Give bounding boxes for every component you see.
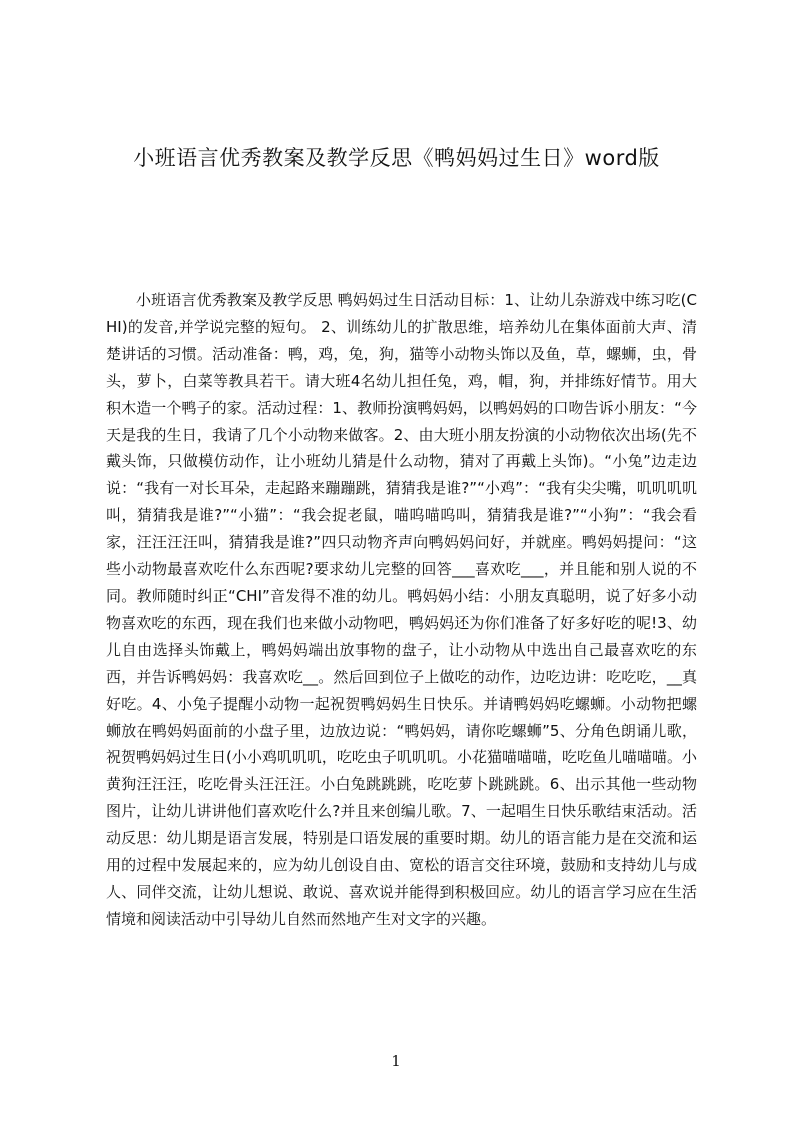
- page-number: 1: [391, 1052, 401, 1070]
- document-title: 小班语言优秀教案及教学反思《鸭妈妈过生日》word版: [133, 146, 660, 170]
- document-body-paragraph: 小班语言优秀教案及教学反思 鸭妈妈过生日活动目标：1、让幼儿杂游戏中练习吃(CHI)的发音,并学说完整的短句。 2、训练幼儿的扩散思维，培养幼儿在集体面前大声、清楚讲话的习惯。活动准备：鸭，鸡，兔，狗，猫等小动物头饰以及鱼，草，螺蛳，虫，骨头，萝卜，白菜等教具若干。请大班4名幼儿担任兔，鸡，帽，狗，并排练好情节。用大积木造一个鸭子的家。活动过程：1、教师扮演鸭妈妈，以鸭妈妈的口吻告诉小朋友：“今天是我的生日，我请了几个小动物来做客。2、由大班小朋友扮演的小动物依次出场(先不戴头饰，只做模仿动作，让小班幼儿猜是什么动物，猜对了再戴上头饰)。“小兔”边走边说：“我有一对长耳朵，走起路来蹦蹦跳，猜猜我是谁?”“小鸡”：“我有尖尖嘴，叽叽叽叽叫，猜猜我是谁?”“小猫”：“我会捉老鼠，喵呜喵呜叫，猜猜我是谁?”“小狗”：“我会看家，汪汪汪汪叫，猜猜我是谁?”四只动物齐声向鸭妈妈问好，并就座。鸭妈妈提问：“这些小动物最喜欢吃什么东西呢?要求幼儿完整的回答___喜欢吃___，并且能和别人说的不同。教师随时纠正“CHI”音发得不准的幼儿。鸭妈妈小结：小朋友真聪明，说了好多小动物喜欢吃的东西，现在我们也来做小动物吧，鸭妈妈还为你们准备了好多好吃的呢!3、幼儿自由选择头饰戴上，鸭妈妈端出放事物的盘子，让小动物从中选出自己最喜欢吃的东西，并告诉鸭妈妈：我喜欢吃__。然后回到位子上做吃的动作，边吃边讲：吃吃吃，__真好吃。4、小兔子提醒小动物一起祝贺鸭妈妈生日快乐。并请鸭妈妈吃螺蛳。小动物把螺蛳放在鸭妈妈面前的小盘子里，边放边说：“鸭妈妈，请你吃螺蛳”5、分角色朗诵儿歌，祝贺鸭妈妈过生日(小小鸡叽叽叽，吃吃虫子叽叽叽。小花猫喵喵喵，吃吃鱼儿喵喵喵。小黄狗汪汪汪，吃吃骨头汪汪汪。小白兔跳跳跳，吃吃萝卜跳跳跳。6、出示其他一些动物图片，让幼儿讲讲他们喜欢吃什么?并且来创编儿歌。7、一起唱生日快乐歌结束活动。活动反思：幼儿期是语言发展，特别是口语发展的重要时期。幼儿的语言能力是在交流和运用的过程中发展起来的，应为幼儿创设自由、宽松的语言交往环境，鼓励和支持幼儿与成人、同伴交流，让幼儿想说、敢说、喜欢说并能得到积极回应。幼儿的语言学习应在生活情境和阅读活动中引导幼儿自然而然地产生对文字的兴趣。: [106, 291, 697, 928]
